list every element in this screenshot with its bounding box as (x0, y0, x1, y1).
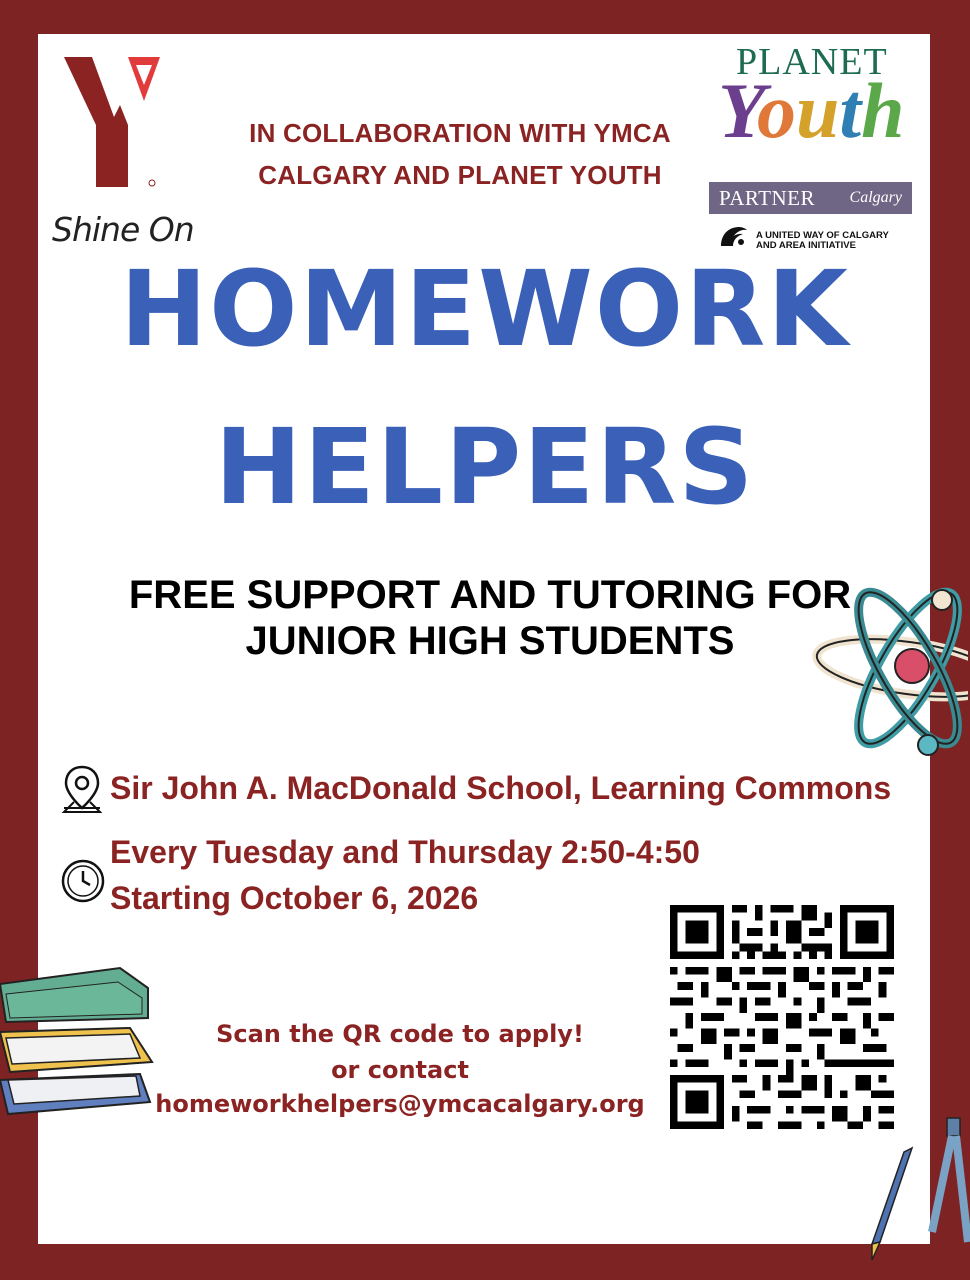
map-pin-icon (60, 764, 104, 816)
united-way-line-1: A UNITED WAY OF CALGARY (756, 230, 889, 241)
collaboration-line-1: IN COLLABORATION WITH YMCA (249, 118, 671, 148)
united-way-line-2: AND AREA INITIATIVE (756, 240, 856, 251)
subtitle-line-2: JUNIOR HIGH STUDENTS (245, 619, 735, 663)
planet-youth-youth-text: Youth (718, 67, 905, 154)
collaboration-line-2: CALGARY AND PLANET YOUTH (258, 160, 662, 190)
title-line-1: HOMEWORK (120, 248, 850, 370)
contact-email[interactable]: homeworkhelpers@ymcacalgary.org (155, 1090, 645, 1118)
partner-city: Calgary (849, 189, 902, 206)
subtitle (60, 572, 920, 664)
location-text: Sir John A. MacDonald School, Learning Commons (110, 770, 892, 806)
contact-text: or contact (331, 1056, 469, 1084)
clock-icon (60, 858, 106, 904)
collaboration-text (230, 112, 690, 196)
schedule-text: Every Tuesday and Thursday 2:50-4:50 (110, 834, 700, 870)
qr-code[interactable] (670, 905, 894, 1129)
united-way-icon (717, 224, 749, 250)
ymca-logo (62, 55, 162, 190)
partner-badge (709, 182, 912, 214)
atom-icon (808, 578, 968, 758)
scan-qr-text: Scan the QR code to apply! (216, 1020, 584, 1048)
compass-pencil-icon (852, 1112, 970, 1262)
subtitle-line-1: FREE SUPPORT AND TUTORING FOR (128, 573, 852, 617)
start-date-text: Starting October 6, 2026 (110, 880, 479, 916)
partner-label: PARTNER (719, 185, 815, 210)
title-line-2: HELPERS (214, 406, 756, 528)
books-icon (0, 962, 158, 1122)
planet-youth-planet-text: PLANET (736, 41, 888, 83)
shine-on-tagline: Shine On (52, 210, 194, 249)
